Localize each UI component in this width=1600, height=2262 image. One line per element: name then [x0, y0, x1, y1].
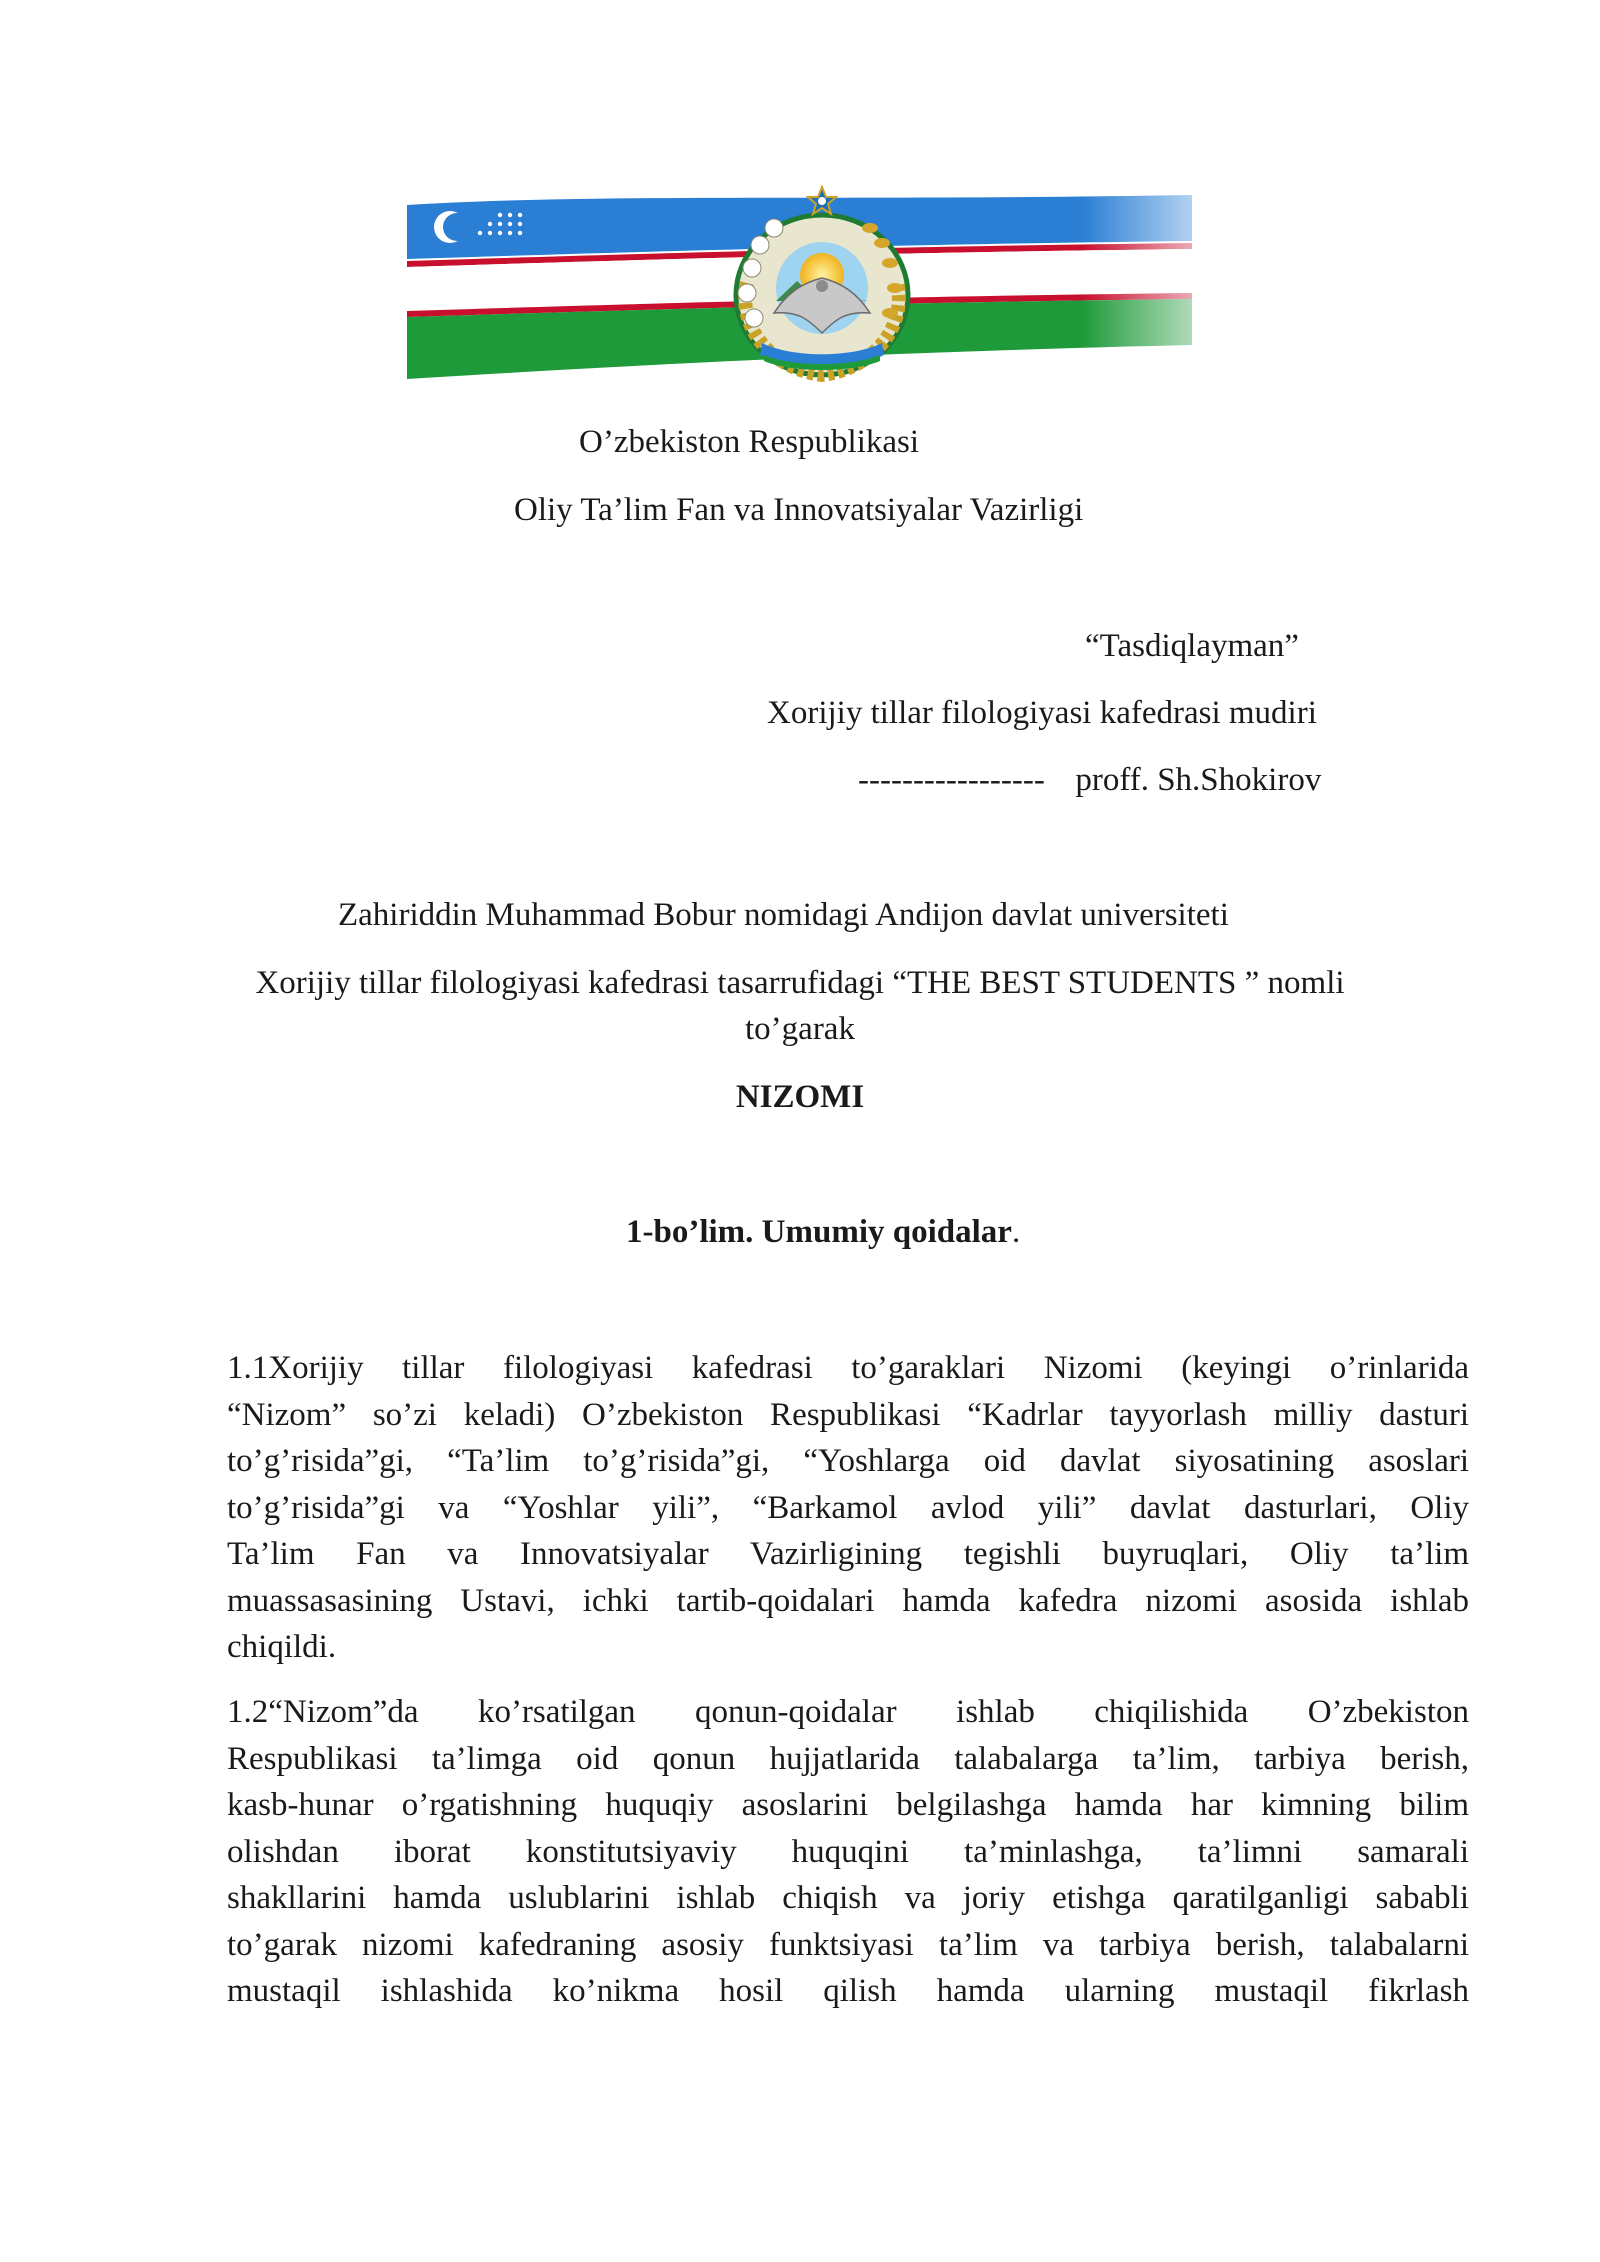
section-title-period: .: [1011, 1214, 1021, 1250]
section-title: 1-bo’lim. Umumiy qoidalar: [626, 1214, 1012, 1250]
paragraph-line: chiqildi.: [227, 1629, 337, 1665]
club-description-continuation: to’garak: [745, 1011, 855, 1047]
section-heading: [626, 1212, 1020, 1252]
club-description-line: Xorijiy tillar filologiyasi kafedrasi tasarrufidagi “THE BEST STUDENTS ” nomli: [255, 965, 1345, 1001]
paragraph-1-2: [227, 1689, 1469, 2015]
approval-label: “Tasdiqlayman”: [1085, 628, 1299, 664]
paragraph-line: 1.1Xorijiy tillar filologiyasi kafedrasi to’garaklari Nizomi (keyingi o’rinlarida: [227, 1350, 1469, 1386]
paragraph-line: to’g’risida”gi, “Ta’lim to’g’risida”gi, “Yoshlarga oid davlat siyosatining asoslari: [227, 1443, 1469, 1479]
paragraph-line: to’g’risida”gi va “Yoshlar yili”, “Barkamol avlod yili” davlat dasturlari, Oliy: [227, 1489, 1469, 1526]
paragraph-1-1: [227, 1345, 1469, 1671]
paragraph-line: muassasasining Ustavi, ichki tartib-qoidalari hamda kafedra nizomi asosida ishlab: [227, 1582, 1469, 1619]
paragraph-line: to’garak nizomi kafedraning asosiy funktsiyasi ta’lim va tarbiya berish, talabalarni: [227, 1926, 1469, 1963]
document-title: NIZOMI: [735, 1079, 865, 1115]
paragraph-line: Ta’lim Fan va Innovatsiyalar Vazirligining tegishli buyruqlari, Oliy ta’lim: [227, 1536, 1469, 1572]
approver-position: Xorijiy tillar filologiyasi kafedrasi mudiri: [767, 695, 1317, 731]
paragraph-line: 1.2“Nizom”da ko’rsatilgan qonun-qoidalar ishlab chiqilishida O’zbekiston: [227, 1694, 1469, 1730]
university-name: Zahiriddin Muhammad Bobur nomidagi Andijon davlat universiteti: [338, 897, 1229, 933]
ministry-name: Oliy Ta’lim Fan va Innovatsiyalar Vazirligi: [514, 492, 1084, 528]
uzbekistan-flag-emblem-banner: [402, 183, 1202, 383]
signature-block: [858, 760, 1321, 800]
paragraph-line: shakllarini hamda uslublarini ishlab chiqish va joriy etishga qaratilganligi sababli: [227, 1880, 1469, 1916]
paragraph-line: “Nizom” so’zi keladi) O’zbekiston Respublikasi “Kadrlar tayyorlash milliy dasturi: [227, 1396, 1469, 1433]
signature-line: -----------------: [858, 762, 1054, 798]
country-name: O’zbekiston Respublikasi: [579, 424, 920, 460]
signer-name: proff. Sh.Shokirov: [1075, 762, 1322, 798]
paragraph-line: Respublikasi ta’limga oid qonun hujjatlarida talabalarga ta’lim, tarbiya berish,: [227, 1740, 1469, 1777]
paragraph-line: mustaqil ishlashida ko’nikma hosil qilish hamda ularning mustaqil fikrlash: [227, 1973, 1469, 2009]
paragraph-line: olishdan iborat konstitutsiyaviy huquqini ta’minlashga, ta’limni samarali: [227, 1833, 1469, 1870]
paragraph-line: kasb-hunar o’rgatishning huquqiy asoslarini belgilashga hamda har kimning bilim: [227, 1787, 1469, 1823]
